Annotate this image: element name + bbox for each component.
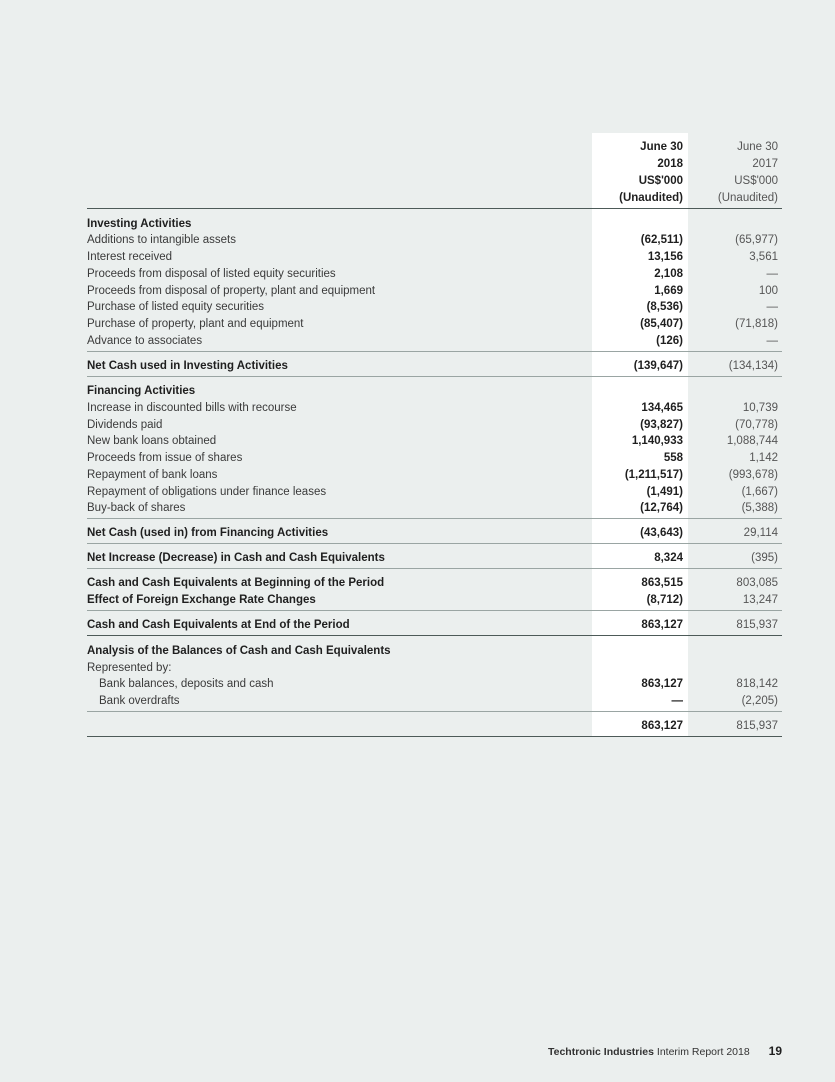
value-2017: (395)	[751, 552, 778, 564]
value-2017: (5,388)	[741, 502, 778, 514]
value-2017: (71,818)	[735, 318, 778, 330]
divider	[87, 518, 782, 519]
row-label: Cash and Cash Equivalents at End of the Period	[87, 619, 350, 631]
divider	[87, 568, 782, 569]
header-unit: US$'000	[734, 175, 778, 187]
divider	[87, 736, 782, 737]
value-2018: 8,324	[654, 552, 683, 564]
value-2018: 1,669	[654, 285, 683, 297]
row-label: Net Increase (Decrease) in Cash and Cash Equivalents	[87, 552, 385, 564]
value-2018: 863,127	[641, 678, 683, 690]
value-2017: 1,142	[749, 452, 778, 464]
header-year: 2017	[752, 158, 778, 170]
value-2017: 803,085	[736, 577, 778, 589]
row-label: Effect of Foreign Exchange Rate Changes	[87, 594, 316, 606]
header-date: June 30	[640, 141, 683, 153]
divider	[87, 610, 782, 611]
row-label: Buy-back of shares	[87, 502, 186, 514]
header-unit: US$'000	[638, 175, 683, 187]
footer-company: Techtronic Industries	[547, 1046, 654, 1058]
value-2017: (134,134)	[728, 360, 778, 372]
row-label: New bank loans obtained	[87, 435, 217, 447]
row-label: Additions to intangible assets	[87, 234, 236, 246]
divider	[87, 376, 782, 377]
row-label: Proceeds from issue of shares	[87, 452, 243, 464]
value-2018: (12,764)	[640, 502, 683, 514]
value-2017: —	[766, 335, 778, 347]
row-label: Net Cash used in Investing Activities	[87, 360, 288, 372]
row-label: Net Cash (used in) from Financing Activities	[87, 527, 329, 539]
value-2018: —	[671, 695, 683, 707]
divider	[87, 351, 782, 352]
value-2017: 10,739	[742, 402, 778, 414]
row-label: Dividends paid	[87, 419, 163, 431]
row-label: Repayment of obligations under finance leases	[87, 486, 327, 498]
value-2018: (62,511)	[640, 234, 683, 246]
column-header-2018	[619, 139, 683, 207]
value-2017: (65,977)	[735, 234, 778, 246]
value-2018: 863,127	[641, 619, 683, 631]
value-2017: 818,142	[736, 678, 778, 690]
value-2017: 3,561	[749, 251, 778, 263]
row-label: Increase in discounted bills with recourse	[87, 402, 297, 414]
divider	[87, 635, 782, 636]
value-2017: (70,778)	[735, 419, 778, 431]
value-2018: (43,643)	[640, 527, 683, 539]
value-2018: 2,108	[654, 268, 683, 280]
row-label: Represented by:	[87, 662, 172, 674]
value-2017: —	[766, 268, 778, 280]
value-2017: 13,247	[742, 594, 778, 606]
row-label: Cash and Cash Equivalents at Beginning of the Period	[87, 577, 385, 589]
header-status: (Unaudited)	[619, 192, 683, 204]
divider	[87, 208, 782, 209]
row-label: Proceeds from disposal of property, plant and equipment	[87, 285, 376, 297]
row-label: Investing Activities	[87, 218, 192, 230]
value-2018: (8,712)	[646, 594, 683, 606]
row-label: Proceeds from disposal of listed equity securities	[87, 268, 336, 280]
row-label: Analysis of the Balances of Cash and Cash Equivalents	[87, 645, 391, 657]
value-2018: (1,211,517)	[624, 469, 683, 481]
row-label: Interest received	[87, 251, 173, 263]
row-label: Repayment of bank loans	[87, 469, 218, 481]
header-year: 2018	[657, 158, 683, 170]
value-2017: 815,937	[736, 720, 778, 732]
row-label: Purchase of listed equity securities	[87, 301, 265, 313]
row-label: Advance to associates	[87, 335, 203, 347]
value-2018: (139,647)	[633, 360, 683, 372]
value-2018: (8,536)	[646, 301, 683, 313]
value-2017: 1,088,744	[726, 435, 778, 447]
header-status: (Unaudited)	[717, 192, 778, 204]
value-2018: (1,491)	[646, 486, 683, 498]
column-header-2017	[718, 139, 778, 207]
page-footer	[548, 1044, 782, 1058]
divider	[87, 711, 782, 712]
value-2018: (126)	[656, 335, 683, 347]
value-2017: (2,205)	[741, 695, 778, 707]
value-2017: 100	[758, 285, 778, 297]
value-2018: 13,156	[647, 251, 683, 263]
value-2017: 815,937	[736, 619, 778, 631]
value-2018: 863,515	[641, 577, 683, 589]
row-label: Bank balances, deposits and cash	[99, 678, 274, 690]
row-label: Bank overdrafts	[99, 695, 180, 707]
row-label: Financing Activities	[87, 385, 196, 397]
value-2018: 558	[663, 452, 683, 464]
divider	[87, 543, 782, 544]
header-date: June 30	[737, 141, 778, 153]
value-2018: 1,140,933	[631, 435, 683, 447]
footer-report: Interim Report 2018	[656, 1046, 750, 1058]
value-2018: 863,127	[641, 720, 683, 732]
page-number: 19	[768, 1044, 782, 1058]
value-2017: 29,114	[743, 527, 778, 539]
value-2017: (993,678)	[728, 469, 778, 481]
value-2018: (85,407)	[640, 318, 683, 330]
value-2017: —	[766, 301, 778, 313]
row-label: Purchase of property, plant and equipment	[87, 318, 304, 330]
value-2017: (1,667)	[741, 486, 778, 498]
value-2018: (93,827)	[640, 419, 683, 431]
value-2018: 134,465	[641, 402, 683, 414]
